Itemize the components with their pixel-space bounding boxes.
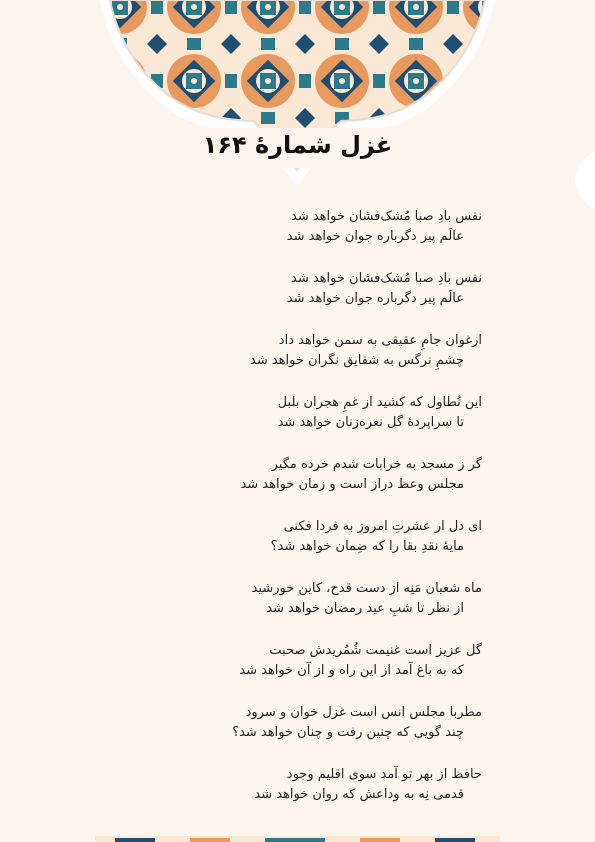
hemistich-first: ماه شعبان مَنِه از دست قدح، کاین خورشید [251,581,482,596]
hemistich-first: نفس بادِ صبا مُشک‌فشان خواهد شد [291,209,482,224]
couplet [110,579,484,619]
hemistich-second: مجلس وعظ دراز است و زمان خواهد شد [240,477,464,492]
couplet [110,207,484,247]
persian-tile-border-icon [95,832,500,842]
hemistich-first: ای دل ار عشرتِ امروز به فردا فکنی [283,519,482,534]
couplet [110,641,484,681]
couplet [110,393,484,433]
hemistich-first: مطربا مجلس انس است غزل خوان و سرود [245,705,482,720]
hemistich-second: مایهٔ نقدِ بقا را که ضِمان خواهد شد؟ [270,539,464,554]
hemistich-second: تا سراپردهٔ گل نعره‌زنان خواهد شد [277,415,464,430]
couplet [110,455,484,495]
couplet [110,269,484,309]
couplet [110,703,484,743]
hemistich-second: عالَم پیر دگرباره جوان خواهد شد [286,229,464,244]
hemistich-first: حافظ از بهر تو آمد سوی اقلیم وجود [286,767,482,782]
hemistich-second: قدمی نِه به وداعش که روان خواهد شد [254,787,464,802]
hemistich-second: چند گویی که چنین رفت و چنان خواهد شد؟ [232,725,464,740]
couplet [110,765,484,805]
hemistich-first: گر ز مسجد به خرابات شدم خرده مگیر [271,457,482,472]
hemistich-second: که به باغ آمد از این راه و از آن خواهد شد [239,663,464,678]
hemistich-second: عالَم پیر دگرباره جوان خواهد شد [286,291,464,306]
couplet [110,331,484,371]
page-title: غزل شمارهٔ ۱۶۴ [202,131,393,159]
hemistich-first: نفس بادِ صبا مُشک‌فشان خواهد شد [291,271,482,286]
hemistich-second: از نظر تا شبِ عید رمضان خواهد شد [266,601,464,616]
hemistich-first: ارغوان جامِ عقیقی به سمن خواهد داد [278,333,482,348]
couplet [110,517,484,557]
hemistich-first: این تُطاول که کشید از غمِ هجران بلبل [277,395,482,410]
hemistich-first: گل عزیز است غنیمت شُمُریدش صحبت [269,643,482,658]
hemistich-second: چشمِ نرگس به شقایق نگران خواهد شد [250,353,464,368]
